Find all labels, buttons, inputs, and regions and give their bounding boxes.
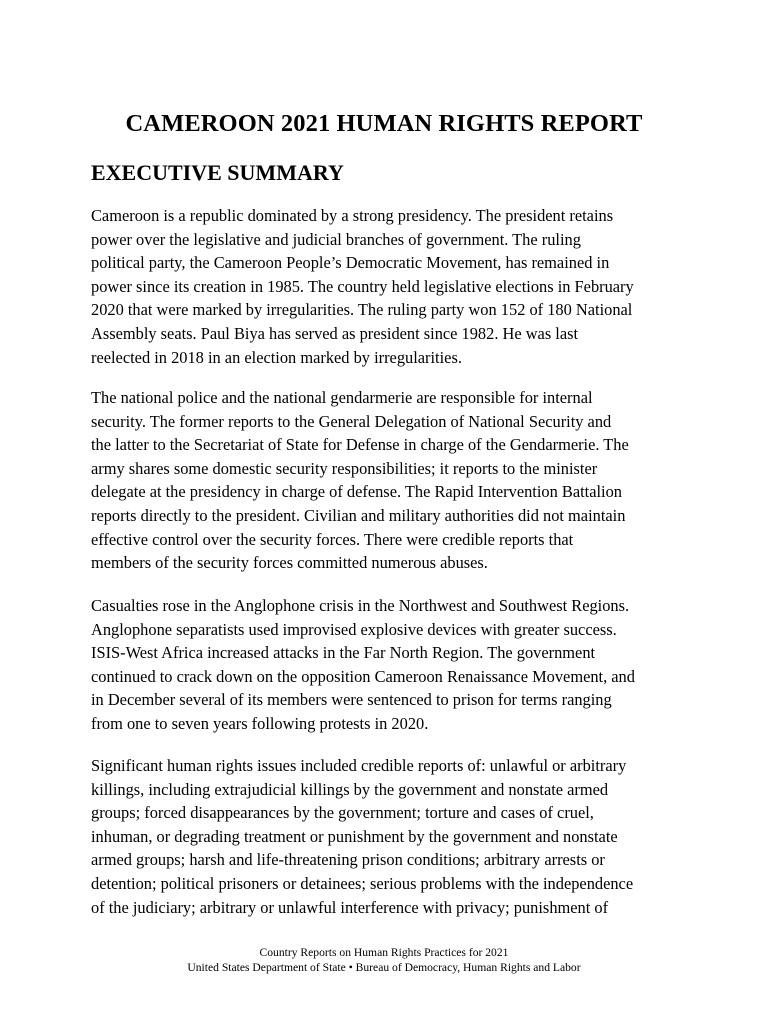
text-line: Anglophone separatists used improvised explosive devices with greater success. — [91, 619, 617, 639]
paragraph-1 — [91, 204, 681, 369]
text-line: the latter to the Secretariat of State for Defense in charge of the Gendarmerie. The — [91, 435, 629, 455]
paragraph-3 — [91, 594, 681, 736]
text-line: reports directly to the president. Civilian and military authorities did not maintain — [91, 505, 626, 525]
text-line: in December several of its members were sentenced to prison for terms ranging — [91, 690, 612, 710]
text-line: reelected in 2018 in an election marked by irregularities. — [91, 347, 462, 367]
text-line: members of the security forces committed numerous abuses. — [91, 553, 488, 573]
paragraph-2 — [91, 386, 681, 575]
text-line: inhuman, or degrading treatment or punishment by the government and nonstate — [91, 826, 618, 846]
text-line: political party, the Cameroon People’s Democratic Movement, has remained in — [91, 253, 610, 273]
footer-line-1: Country Reports on Human Rights Practices for 2021 — [259, 946, 509, 959]
text-line: detention; political prisoners or detainees; serious problems with the independence — [91, 873, 634, 893]
text-line: groups; forced disappearances by the government; torture and cases of cruel, — [91, 803, 594, 823]
text-line: power over the legislative and judicial branches of government. The ruling — [91, 229, 581, 249]
text-line: delegate at the presidency in charge of defense. The Rapid Intervention Battalion — [91, 482, 622, 502]
text-line: continued to crack down on the opposition Cameroon Renaissance Movement, and — [91, 666, 635, 686]
text-line: security. The former reports to the General Delegation of National Security and — [91, 411, 612, 431]
text-line: The national police and the national gendarmerie are responsible for internal — [91, 388, 593, 407]
text-line: armed groups; harsh and life-threatening prison conditions; arbitrary arrests or — [91, 850, 605, 870]
paragraph-4 — [91, 754, 681, 919]
report-title: CAMEROON 2021 HUMAN RIGHTS REPORT — [125, 110, 643, 137]
text-line: effective control over the security forces. There were credible reports that — [91, 529, 574, 549]
text-line: ISIS-West Africa increased attacks in the Far North Region. The government — [91, 643, 596, 663]
footer-line-2: United States Department of State • Bureau of Democracy, Human Rights and Labor — [187, 960, 581, 974]
text-line: Cameroon is a republic dominated by a strong presidency. The president retains — [91, 206, 614, 225]
text-line: army shares some domestic security responsibilities; it reports to the minister — [91, 458, 598, 478]
text-line: of the judiciary; arbitrary or unlawful interference with privacy; punishment of — [91, 897, 609, 917]
text-line: Casualties rose in the Anglophone crisis in the Northwest and Southwest Regions. — [91, 596, 630, 615]
text-line: Significant human rights issues included credible reports of: unlawful or arbitrary — [91, 756, 627, 775]
section-heading: EXECUTIVE SUMMARY — [91, 160, 344, 185]
text-line: 2020 that were marked by irregularities. The ruling party won 152 of 180 National — [91, 300, 633, 320]
text-line: from one to seven years following protests in 2020. — [91, 713, 429, 733]
page-footer — [0, 946, 768, 975]
text-line: Assembly seats. Paul Biya has served as president since 1982. He was last — [91, 323, 579, 343]
text-line: killings, including extrajudicial killings by the government and nonstate armed — [91, 779, 609, 799]
text-line: power since its creation in 1985. The country held legislative elections in February — [91, 276, 634, 296]
